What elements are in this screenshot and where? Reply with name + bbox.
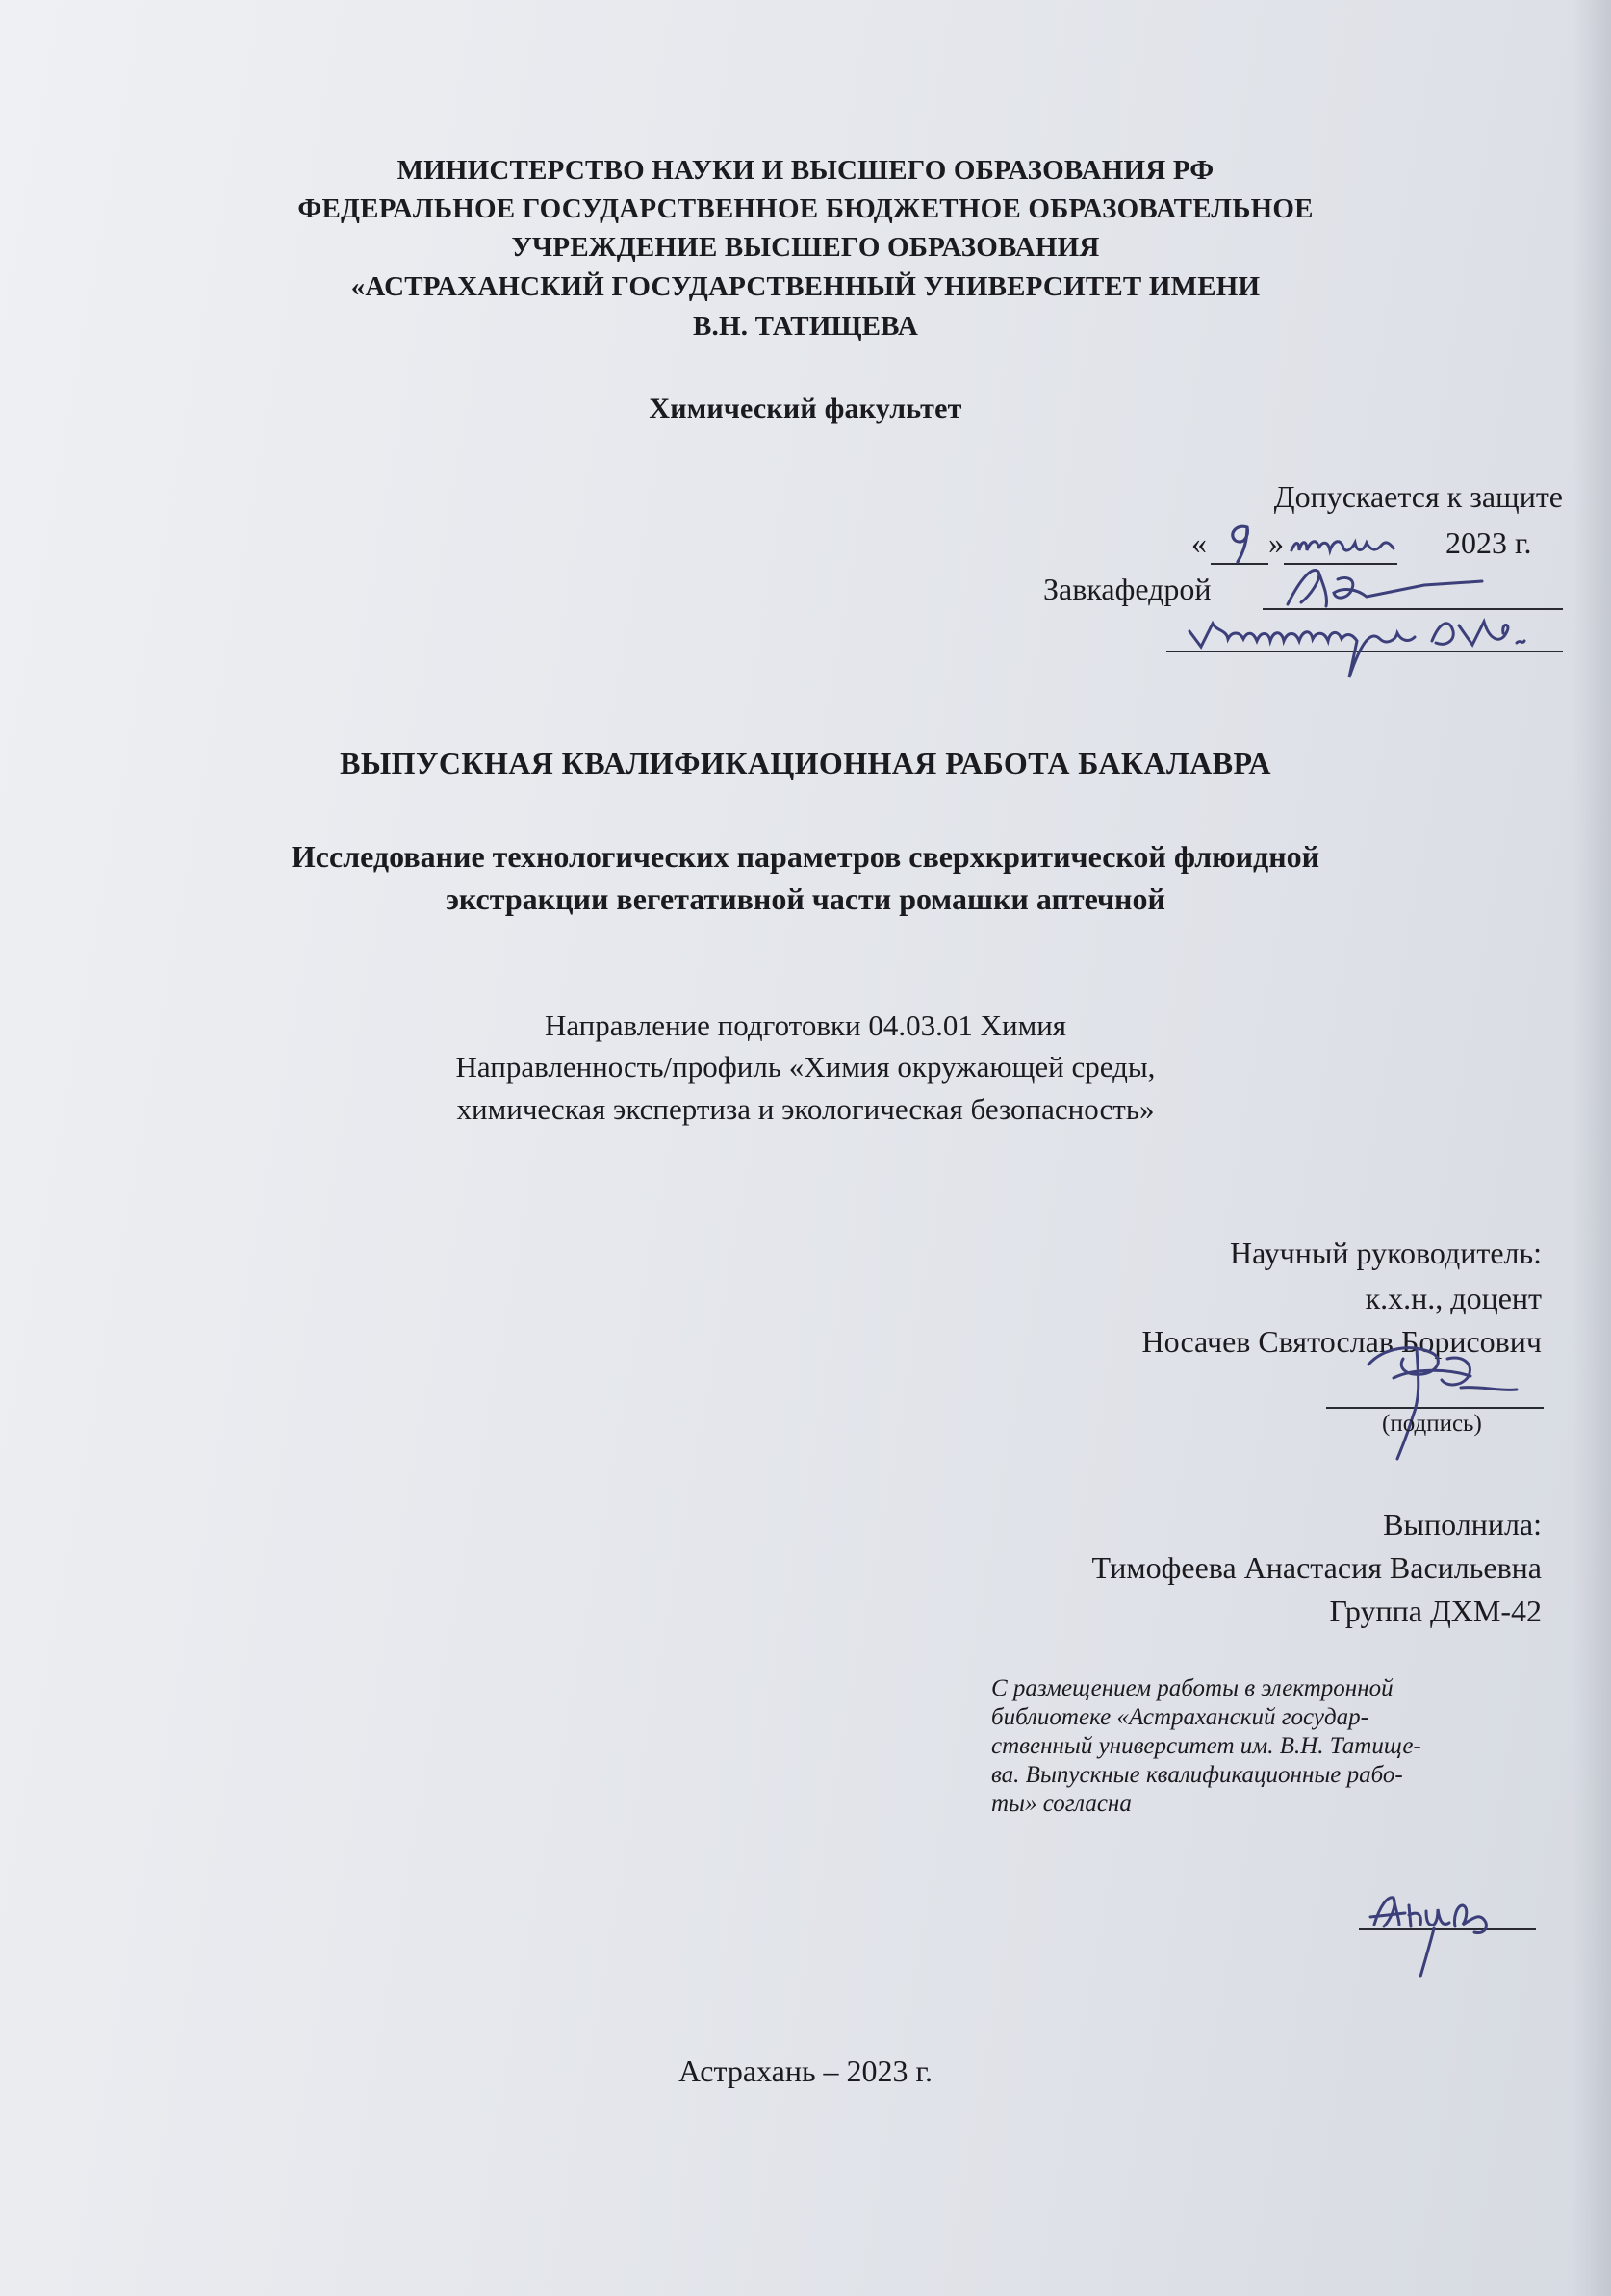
author-label: Выполнила: (1383, 1507, 1542, 1542)
university-line-1: «АСТРАХАНСКИЙ ГОСУДАРСТВЕННЫЙ УНИВЕРСИТЕТ ИМЕНИ (350, 271, 1261, 302)
author-group: Группа ДХМ-42 (1329, 1594, 1542, 1628)
head-label: Завкафедрой (1043, 572, 1212, 606)
page-edge-shadow (1573, 0, 1611, 2296)
signature-caption: (подпись) (1382, 1411, 1482, 1437)
supervisor-name: Носачев Святослав Борисович (1141, 1324, 1542, 1359)
footer-city-year: Астрахань – 2023 г. (678, 2054, 933, 2088)
topic-line-1: Исследование технологических параметров сверхкритической флюидной (291, 839, 1320, 874)
university-line-2: В.Н. ТАТИЩЕВА (692, 311, 919, 342)
consent-line-5: ты» согласна (991, 1791, 1132, 1817)
consent-line-1: С размещением работы в электронной (991, 1675, 1394, 1701)
ministry-line: МИНИСТЕРСТВО НАУКИ И ВЫСШЕГО ОБРАЗОВАНИЯ РФ (396, 155, 1215, 186)
author-name: Тимофеева Анастасия Васильевна (1091, 1550, 1542, 1585)
institution-line-1: ФЕДЕРАЛЬНОЕ ГОСУДАРСТВЕННОЕ БЮДЖЕТНОЕ ОБРАЗОВАТЕЛЬНОЕ (297, 193, 1314, 224)
consent-note (991, 1674, 1530, 1819)
head-name-handwriting (1184, 602, 1569, 684)
consent-line-3: ственный университет им. В.Н. Татище- (991, 1733, 1421, 1759)
supervisor-signature (1355, 1330, 1528, 1469)
day-handwriting (1218, 518, 1265, 573)
topic-line-2: экстракции вегетативной части ромашки аптечной (446, 881, 1165, 916)
direction-code: Направление подготовки 04.03.01 Химия (544, 1008, 1067, 1042)
work-type-title: ВЫПУСКНАЯ КВАЛИФИКАЦИОННАЯ РАБОТА БАКАЛАВРА (340, 746, 1271, 780)
direction-profile-line-1: Направленность/профиль «Химия окружающей среды, (455, 1050, 1156, 1084)
institution-line-2: УЧРЕЖДЕНИЕ ВЫСШЕГО ОБРАЗОВАНИЯ (511, 232, 1100, 263)
consent-line-4: ва. Выпускные квалификационные рабо- (991, 1762, 1403, 1788)
supervisor-label: Научный руководитель: (1229, 1236, 1542, 1270)
admission-quote-close: » (1268, 525, 1284, 560)
admission-label: Допускается к защите (1273, 479, 1563, 514)
faculty-name: Химический факультет (649, 393, 962, 424)
supervisor-degree: к.х.н., доцент (1365, 1281, 1542, 1315)
consent-line-2: библиотеке «Астраханский государ- (991, 1704, 1368, 1730)
admission-quote-open: « (1191, 525, 1207, 560)
direction-profile-line-2: химическая экспертиза и экологическая безопасность» (456, 1092, 1155, 1126)
admission-year: 2023 г. (1445, 525, 1532, 560)
consent-signature (1367, 1876, 1511, 1987)
